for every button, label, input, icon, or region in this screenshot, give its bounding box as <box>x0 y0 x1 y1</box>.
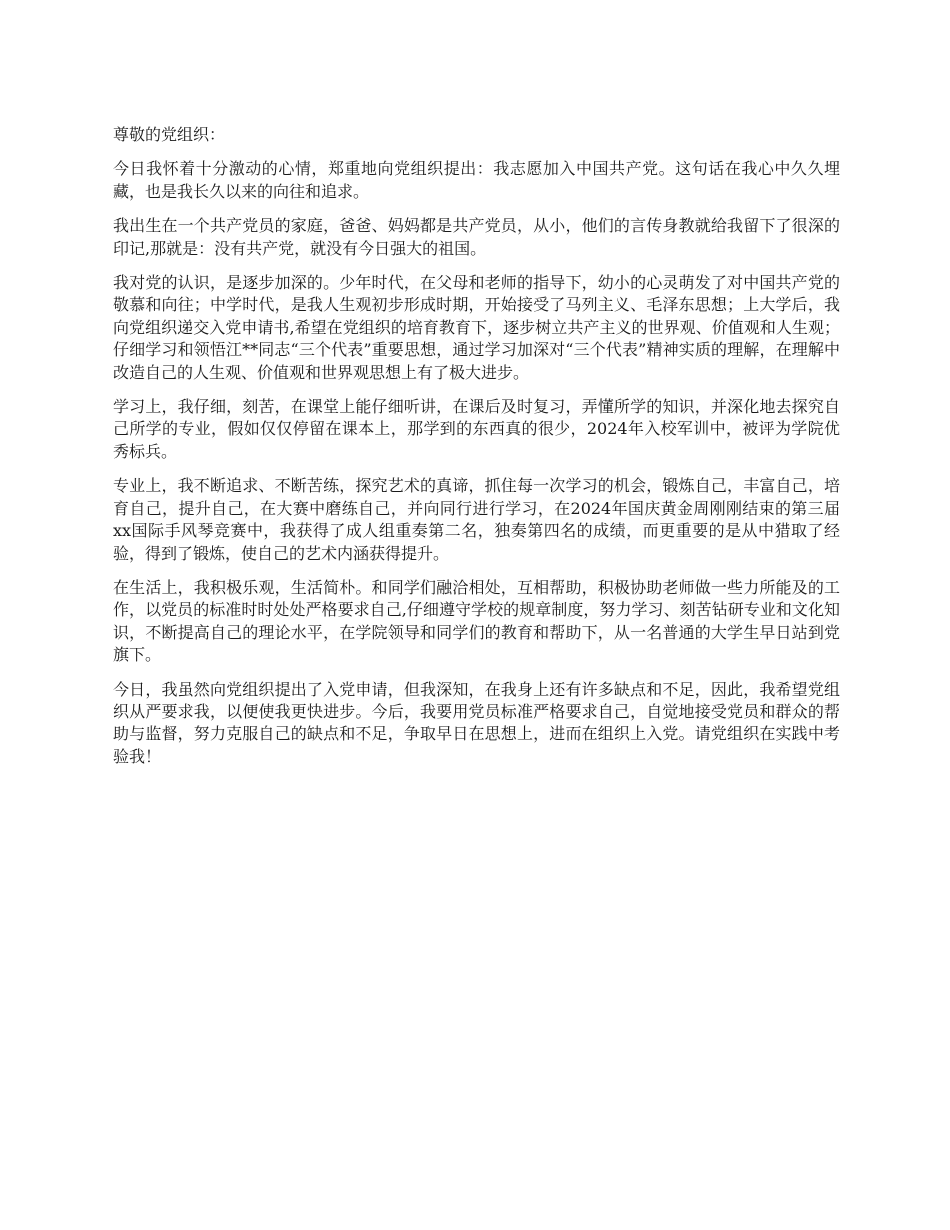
salutation: 尊敬的党组织： <box>113 125 226 144</box>
paragraph-1: 今日我怀着十分激动的心情，郑重地向党组织提出：我志愿加入中国共产党。这句话在我心中久久埋藏，也是我长久以来的向往和追求。 <box>113 159 840 201</box>
paragraph-2: 我出生在一个共产党员的家庭，爸爸、妈妈都是共产党员，从小，他们的言传身教就给我留下了很深的印记,那就是：没有共产党，就没有今日强大的祖国。 <box>113 216 840 258</box>
paragraph-5: 专业上，我不断追求、不断苦练，探究艺术的真谛，抓住每一次学习的机会，锻炼自己，丰富自己，培育自己，提升自己，在大赛中磨练自己，并向同行进行学习，在2024年国庆黄金周刚刚结束的第三届xx国际手风琴竞赛中，我获得了成人组重奏第二名，独奏第四名的成绩，而更重要的是从中猎取了经验，得到了锻炼，使自己的艺术内涵获得提升。 <box>113 476 840 563</box>
paragraph-3: 我对党的认识，是逐步加深的。少年时代，在父母和老师的指导下，幼小的心灵萌发了对中国共产党的敬慕和向往；中学时代，是我人生观初步形成时期，开始接受了马列主义、毛泽东思想；上大学后，我向党组织递交入党申请书,希望在党组织的培育教育下，逐步树立共产主义的世界观、价值观和人生观；仔细学习和领悟江**同志“三个代表”重要思想，通过学习加深对“三个代表”精神实质的理解，在理解中改造自己的人生观、价值观和世界观思想上有了极大进步。 <box>113 273 840 382</box>
paragraph-7: 今日，我虽然向党组织提出了入党申请，但我深知，在我身上还有许多缺点和不足，因此，我希望党组织从严要求我，以便使我更快进步。今后，我要用党员标准严格要求自己，自觉地接受党员和群众的帮助与监督，努力克服自己的缺点和不足，争取早日在思想上，进而在组织上入党。请党组织在实践中考验我！ <box>113 679 840 766</box>
document-body <box>113 124 840 780</box>
paragraph-6: 在生活上，我积极乐观，生活简朴。和同学们融洽相处，互相帮助，积极协助老师做一些力所能及的工作，以党员的标准时时处处严格要求自己,仔细遵守学校的规章制度，努力学习、刻苦钻研专业和文化知识，不断提高自己的理论水平，在学院领导和同学们的教育和帮助下，从一名普通的大学生早日站到党旗下。 <box>113 577 840 665</box>
paragraph-4: 学习上，我仔细，刻苦，在课堂上能仔细听讲，在课后及时复习，弄懂所学的知识，并深化地去探究自己所学的专业，假如仅仅停留在课本上，那学到的东西真的很少，2024年入校军训中，被评为学院优秀标兵。 <box>113 397 840 461</box>
